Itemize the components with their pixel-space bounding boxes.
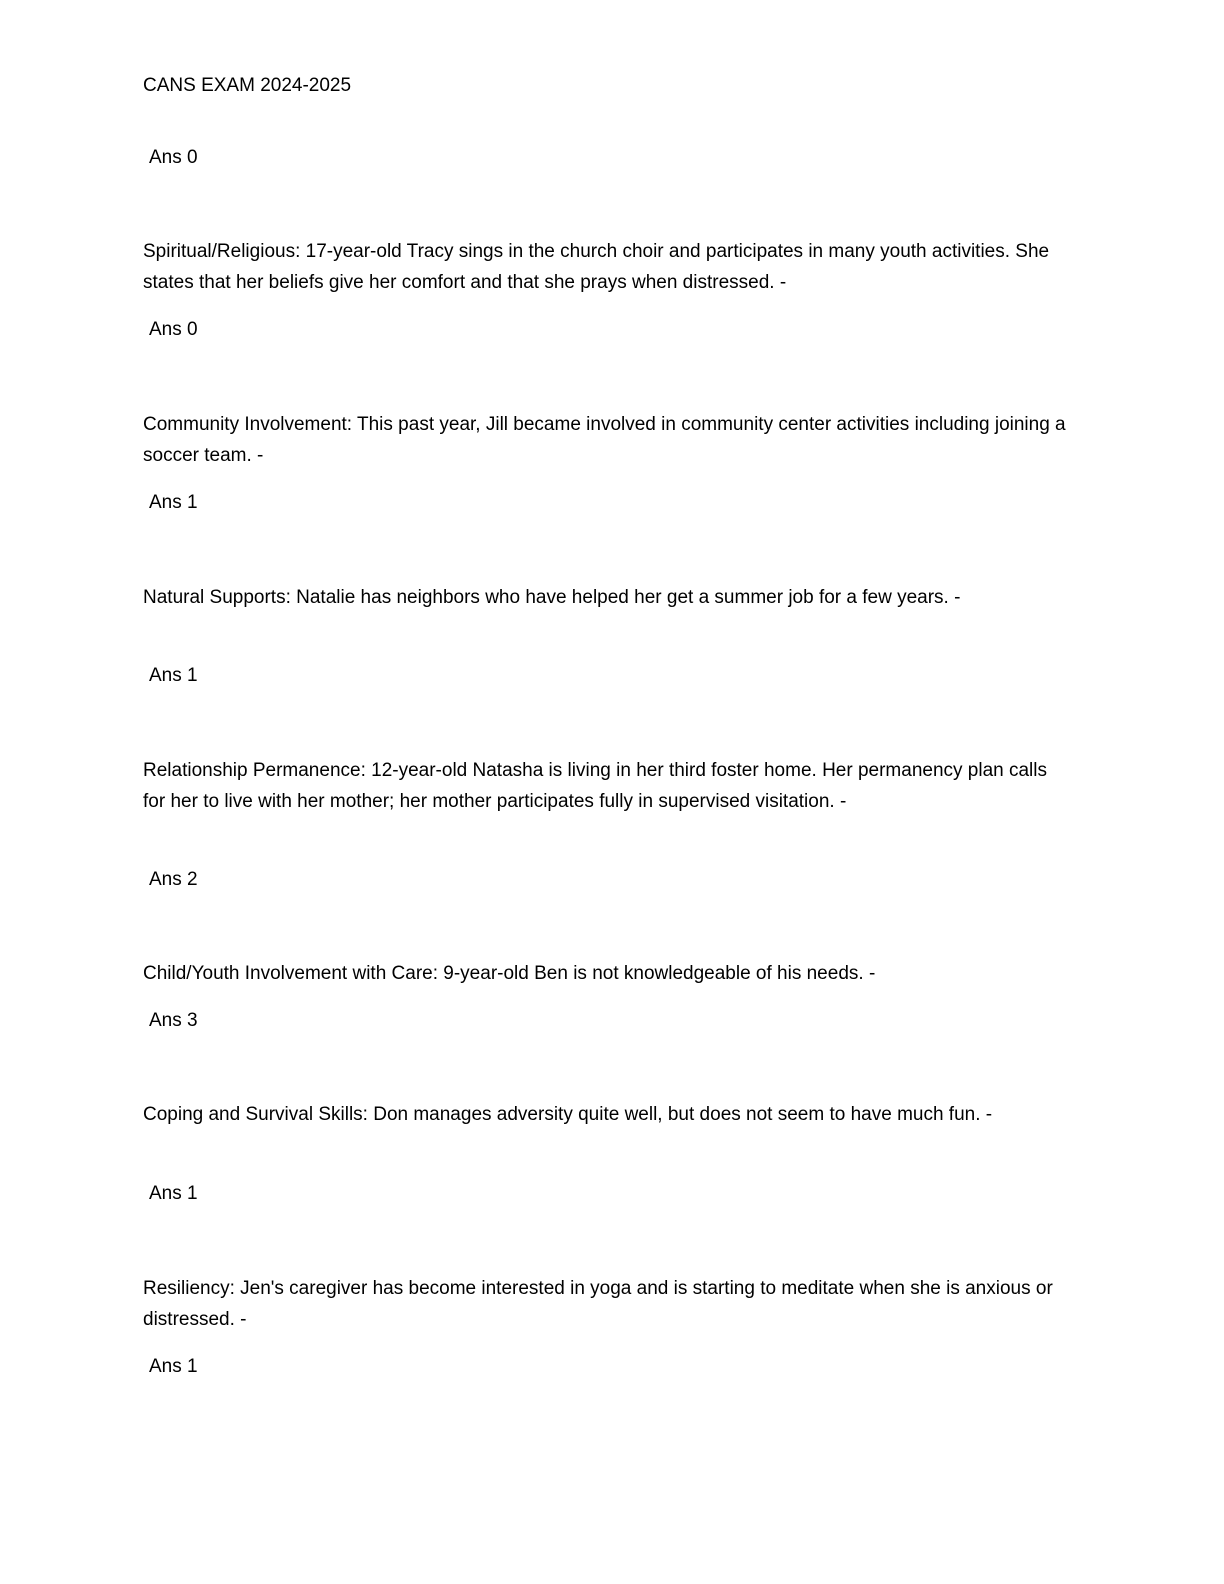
question-resiliency: Resiliency: Jen's caregiver has become interested in yoga and is starting to meditate when she is anxious or distressed. -	[143, 1278, 1053, 1330]
question-natural-supports: Natural Supports: Natalie has neighbors who have helped her get a summer job for a few years. -	[143, 587, 961, 608]
question-relationship-permanence: Relationship Permanence: 12-year-old Natasha is living in her third foster home. Her permanency plan calls for her to live with her mother; her mother participates fully in supervised visitation. -	[143, 760, 1048, 812]
answer-spiritual-religious: Ans 0	[149, 319, 198, 340]
answer-community-involvement: Ans 1	[149, 492, 198, 513]
answer-0: Ans 0	[149, 147, 198, 168]
answer-child-youth-involvement: Ans 3	[149, 1010, 198, 1031]
document-header: CANS EXAM 2024-2025	[143, 75, 352, 96]
answer-coping-survival-skills: Ans 1	[149, 1183, 198, 1204]
question-coping-survival-skills: Coping and Survival Skills: Don manages adversity quite well, but does not seem to have much fun. -	[143, 1104, 993, 1125]
answer-resiliency: Ans 1	[149, 1356, 198, 1377]
question-child-youth-involvement: Child/Youth Involvement with Care: 9-year-old Ben is not knowledgeable of his needs. -	[143, 963, 876, 984]
question-spiritual-religious: Spiritual/Religious: 17-year-old Tracy sings in the church choir and participates in many youth activities. She states that her beliefs give her comfort and that she prays when distressed. -	[143, 241, 1050, 293]
answer-natural-supports: Ans 1	[149, 665, 198, 686]
question-community-involvement: Community Involvement: This past year, Jill became involved in community center activities including joining a soccer team. -	[143, 414, 1066, 466]
answer-relationship-permanence: Ans 2	[149, 869, 198, 890]
